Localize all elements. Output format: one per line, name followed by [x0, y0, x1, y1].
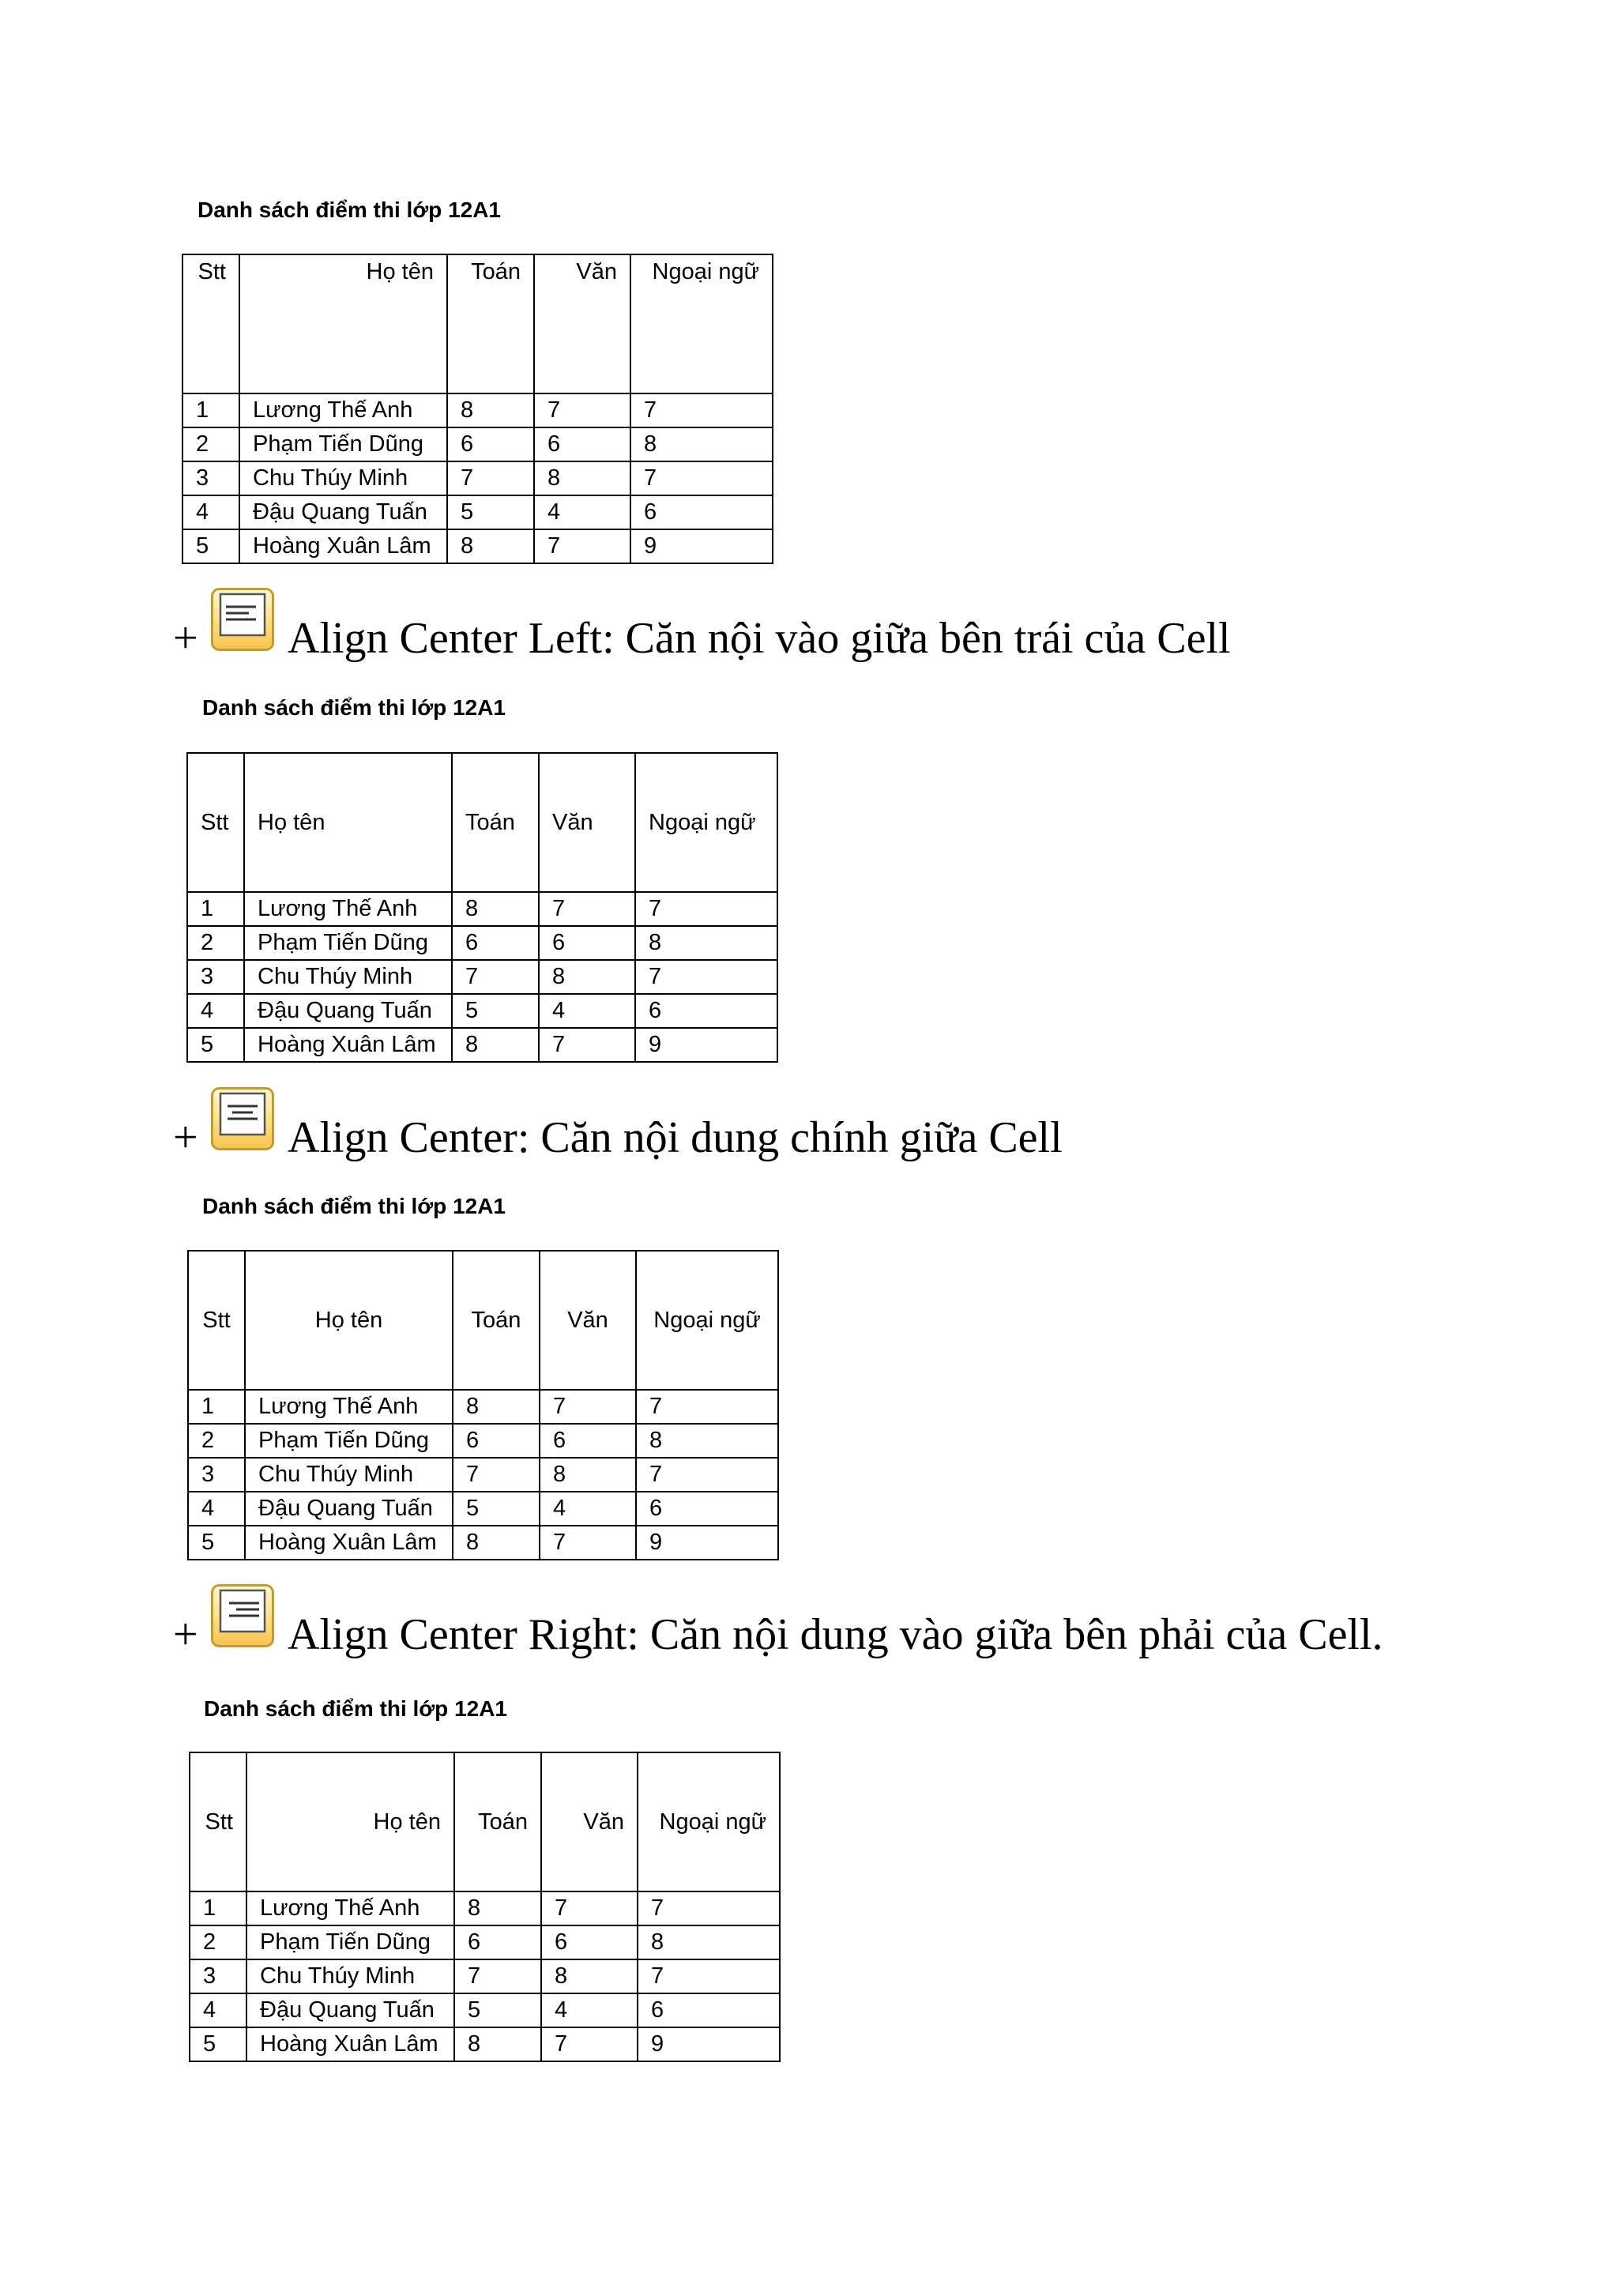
- header-row: [182, 254, 773, 393]
- cell-literature: 4: [540, 1492, 636, 1526]
- cell-name: Đậu Quang Tuấn: [239, 495, 447, 529]
- score-table-center-right: [189, 1752, 781, 2062]
- cell-literature: 7: [541, 1891, 638, 1925]
- cell-stt: 3: [188, 1458, 245, 1492]
- table-row: [182, 427, 773, 461]
- cell-foreign-language: 8: [635, 926, 777, 960]
- cell-literature: 7: [534, 393, 630, 427]
- header-name: Họ tên: [244, 753, 452, 892]
- cell-name: Chu Thúy Minh: [239, 461, 447, 495]
- align-center-right-icon: [211, 1584, 274, 1647]
- cell-math: 8: [447, 529, 534, 563]
- step-align-center: [173, 1087, 1595, 1160]
- cell-stt: 1: [182, 393, 239, 427]
- bullet-plus: +: [173, 1610, 198, 1659]
- cell-math: 5: [453, 1492, 540, 1526]
- cell-foreign-language: 7: [636, 1458, 778, 1492]
- cell-literature: 6: [534, 427, 630, 461]
- table-row: [187, 960, 777, 994]
- cell-math: 8: [452, 1028, 539, 1062]
- table-row: [187, 1028, 777, 1062]
- cell-foreign-language: 9: [636, 1526, 778, 1560]
- cell-name: Phạm Tiến Dũng: [239, 427, 447, 461]
- cell-math: 7: [453, 1458, 540, 1492]
- cell-name: Lương Thế Anh: [245, 1390, 453, 1424]
- table-row: [187, 926, 777, 960]
- cell-foreign-language: 6: [638, 1993, 780, 2027]
- cell-stt: 2: [182, 427, 239, 461]
- score-table: [182, 254, 773, 564]
- table-title: Danh sách điểm thi lớp 12A1: [204, 1696, 508, 1721]
- cell-name: Phạm Tiến Dũng: [244, 926, 452, 960]
- header-foreign-language: Ngoại ngữ: [635, 753, 777, 892]
- table-row: [182, 461, 773, 495]
- cell-foreign-language: 7: [636, 1390, 778, 1424]
- cell-math: 6: [447, 427, 534, 461]
- score-table: [189, 1752, 781, 2062]
- cell-foreign-language: 7: [630, 393, 773, 427]
- table-row: [182, 529, 773, 563]
- table-row: [187, 994, 777, 1028]
- cell-name: Đậu Quang Tuấn: [245, 1492, 453, 1526]
- cell-foreign-language: 6: [630, 495, 773, 529]
- cell-name: Lương Thế Anh: [246, 1891, 454, 1925]
- header-foreign-language: Ngoại ngữ: [636, 1251, 778, 1390]
- cell-literature: 7: [534, 529, 630, 563]
- header-stt: Stt: [188, 1251, 245, 1390]
- header-foreign-language: Ngoại ngữ: [638, 1752, 780, 1891]
- table-row: [188, 1492, 778, 1526]
- cell-stt: 5: [182, 529, 239, 563]
- table-row: [182, 393, 773, 427]
- cell-stt: 5: [187, 1028, 244, 1062]
- header-literature: Văn: [540, 1251, 636, 1390]
- cell-foreign-language: 9: [630, 529, 773, 563]
- cell-stt: 1: [188, 1390, 245, 1424]
- cell-literature: 7: [541, 2027, 638, 2061]
- bullet-plus: +: [173, 1113, 198, 1162]
- cell-name: Hoàng Xuân Lâm: [245, 1526, 453, 1560]
- cell-math: 6: [453, 1424, 540, 1458]
- cell-stt: 2: [187, 926, 244, 960]
- cell-name: Phạm Tiến Dũng: [246, 1925, 454, 1959]
- step-description: Align Center: Căn nội dung chính giữa Cell: [288, 1113, 1063, 1162]
- cell-stt: 4: [188, 1492, 245, 1526]
- cell-literature: 8: [540, 1458, 636, 1492]
- score-table-top-right: [182, 254, 773, 564]
- cell-literature: 8: [539, 960, 635, 994]
- header-row: [187, 753, 777, 892]
- header-literature: Văn: [539, 753, 635, 892]
- cell-literature: 7: [540, 1526, 636, 1560]
- header-stt: Stt: [190, 1752, 246, 1891]
- cell-name: Chu Thúy Minh: [245, 1458, 453, 1492]
- cell-math: 8: [453, 1526, 540, 1560]
- bullet-plus: +: [173, 614, 198, 663]
- header-literature: Văn: [534, 254, 630, 393]
- score-table: [186, 752, 778, 1063]
- cell-literature: 7: [539, 1028, 635, 1062]
- cell-stt: 2: [190, 1925, 246, 1959]
- cell-stt: 1: [190, 1891, 246, 1925]
- cell-math: 8: [454, 2027, 541, 2061]
- cell-literature: 4: [534, 495, 630, 529]
- table-title: Danh sách điểm thi lớp 12A1: [198, 198, 502, 222]
- cell-stt: 4: [187, 994, 244, 1028]
- table-row: [188, 1390, 778, 1424]
- cell-foreign-language: 7: [638, 1891, 780, 1925]
- cell-math: 7: [447, 461, 534, 495]
- cell-foreign-language: 7: [638, 1959, 780, 1993]
- score-table-center-left: [186, 752, 778, 1063]
- header-name: Họ tên: [246, 1752, 454, 1891]
- table-row: [190, 1925, 780, 1959]
- cell-math: 5: [452, 994, 539, 1028]
- cell-name: Lương Thế Anh: [244, 892, 452, 926]
- cell-name: Chu Thúy Minh: [246, 1959, 454, 1993]
- header-row: [188, 1251, 778, 1390]
- cell-foreign-language: 6: [636, 1492, 778, 1526]
- cell-stt: 4: [182, 495, 239, 529]
- cell-foreign-language: 7: [635, 960, 777, 994]
- cell-stt: 4: [190, 1993, 246, 2027]
- cell-literature: 7: [539, 892, 635, 926]
- table-title: Danh sách điểm thi lớp 12A1: [202, 695, 506, 720]
- align-center-icon: [211, 1087, 274, 1150]
- cell-name: Lương Thế Anh: [239, 393, 447, 427]
- cell-math: 5: [447, 495, 534, 529]
- cell-name: Hoàng Xuân Lâm: [239, 529, 447, 563]
- cell-name: Đậu Quang Tuấn: [246, 1993, 454, 2027]
- cell-foreign-language: 7: [630, 461, 773, 495]
- cell-foreign-language: 7: [635, 892, 777, 926]
- step-align-center-left: [173, 588, 1595, 661]
- cell-name: Phạm Tiến Dũng: [245, 1424, 453, 1458]
- table-row: [188, 1424, 778, 1458]
- header-foreign-language: Ngoại ngữ: [630, 254, 773, 393]
- table-row: [190, 1959, 780, 1993]
- header-math: Toán: [447, 254, 534, 393]
- cell-stt: 2: [188, 1424, 245, 1458]
- header-name: Họ tên: [239, 254, 447, 393]
- header-row: [190, 1752, 780, 1891]
- cell-foreign-language: 9: [638, 2027, 780, 2061]
- cell-foreign-language: 8: [638, 1925, 780, 1959]
- table-row: [190, 2027, 780, 2061]
- cell-math: 6: [454, 1925, 541, 1959]
- cell-stt: 5: [188, 1526, 245, 1560]
- cell-math: 8: [454, 1891, 541, 1925]
- cell-name: Đậu Quang Tuấn: [244, 994, 452, 1028]
- cell-literature: 6: [540, 1424, 636, 1458]
- table-row: [182, 495, 773, 529]
- align-center-left-icon: [211, 588, 274, 651]
- cell-math: 8: [452, 892, 539, 926]
- cell-math: 8: [453, 1390, 540, 1424]
- cell-name: Chu Thúy Minh: [244, 960, 452, 994]
- table-row: [187, 892, 777, 926]
- cell-foreign-language: 8: [636, 1424, 778, 1458]
- step-description: Align Center Right: Căn nội dung vào giữa bên phải của Cell.: [288, 1610, 1383, 1659]
- header-stt: Stt: [182, 254, 239, 393]
- cell-math: 8: [447, 393, 534, 427]
- cell-stt: 5: [190, 2027, 246, 2061]
- cell-foreign-language: 9: [635, 1028, 777, 1062]
- cell-stt: 1: [187, 892, 244, 926]
- step-description: Align Center Left: Căn nội vào giữa bên trái của Cell: [288, 614, 1231, 663]
- table-title: Danh sách điểm thi lớp 12A1: [202, 1194, 506, 1218]
- cell-math: 6: [452, 926, 539, 960]
- header-stt: Stt: [187, 753, 244, 892]
- table-row: [188, 1458, 778, 1492]
- cell-literature: 6: [541, 1925, 638, 1959]
- header-math: Toán: [453, 1251, 540, 1390]
- cell-math: 7: [454, 1959, 541, 1993]
- header-math: Toán: [454, 1752, 541, 1891]
- cell-literature: 4: [539, 994, 635, 1028]
- cell-stt: 3: [187, 960, 244, 994]
- cell-literature: 7: [540, 1390, 636, 1424]
- cell-math: 5: [454, 1993, 541, 2027]
- cell-name: Hoàng Xuân Lâm: [244, 1028, 452, 1062]
- cell-literature: 4: [541, 1993, 638, 2027]
- cell-literature: 8: [541, 1959, 638, 1993]
- cell-math: 7: [452, 960, 539, 994]
- table-row: [188, 1526, 778, 1560]
- cell-foreign-language: 6: [635, 994, 777, 1028]
- cell-stt: 3: [182, 461, 239, 495]
- table-row: [190, 1993, 780, 2027]
- cell-literature: 8: [534, 461, 630, 495]
- score-table: [187, 1250, 779, 1560]
- header-name: Họ tên: [245, 1251, 453, 1390]
- score-table-center: [187, 1250, 779, 1560]
- step-align-center-right: [173, 1584, 1595, 1657]
- cell-foreign-language: 8: [630, 427, 773, 461]
- cell-name: Hoàng Xuân Lâm: [246, 2027, 454, 2061]
- header-literature: Văn: [541, 1752, 638, 1891]
- header-math: Toán: [452, 753, 539, 892]
- table-row: [190, 1891, 780, 1925]
- cell-stt: 3: [190, 1959, 246, 1993]
- cell-literature: 6: [539, 926, 635, 960]
